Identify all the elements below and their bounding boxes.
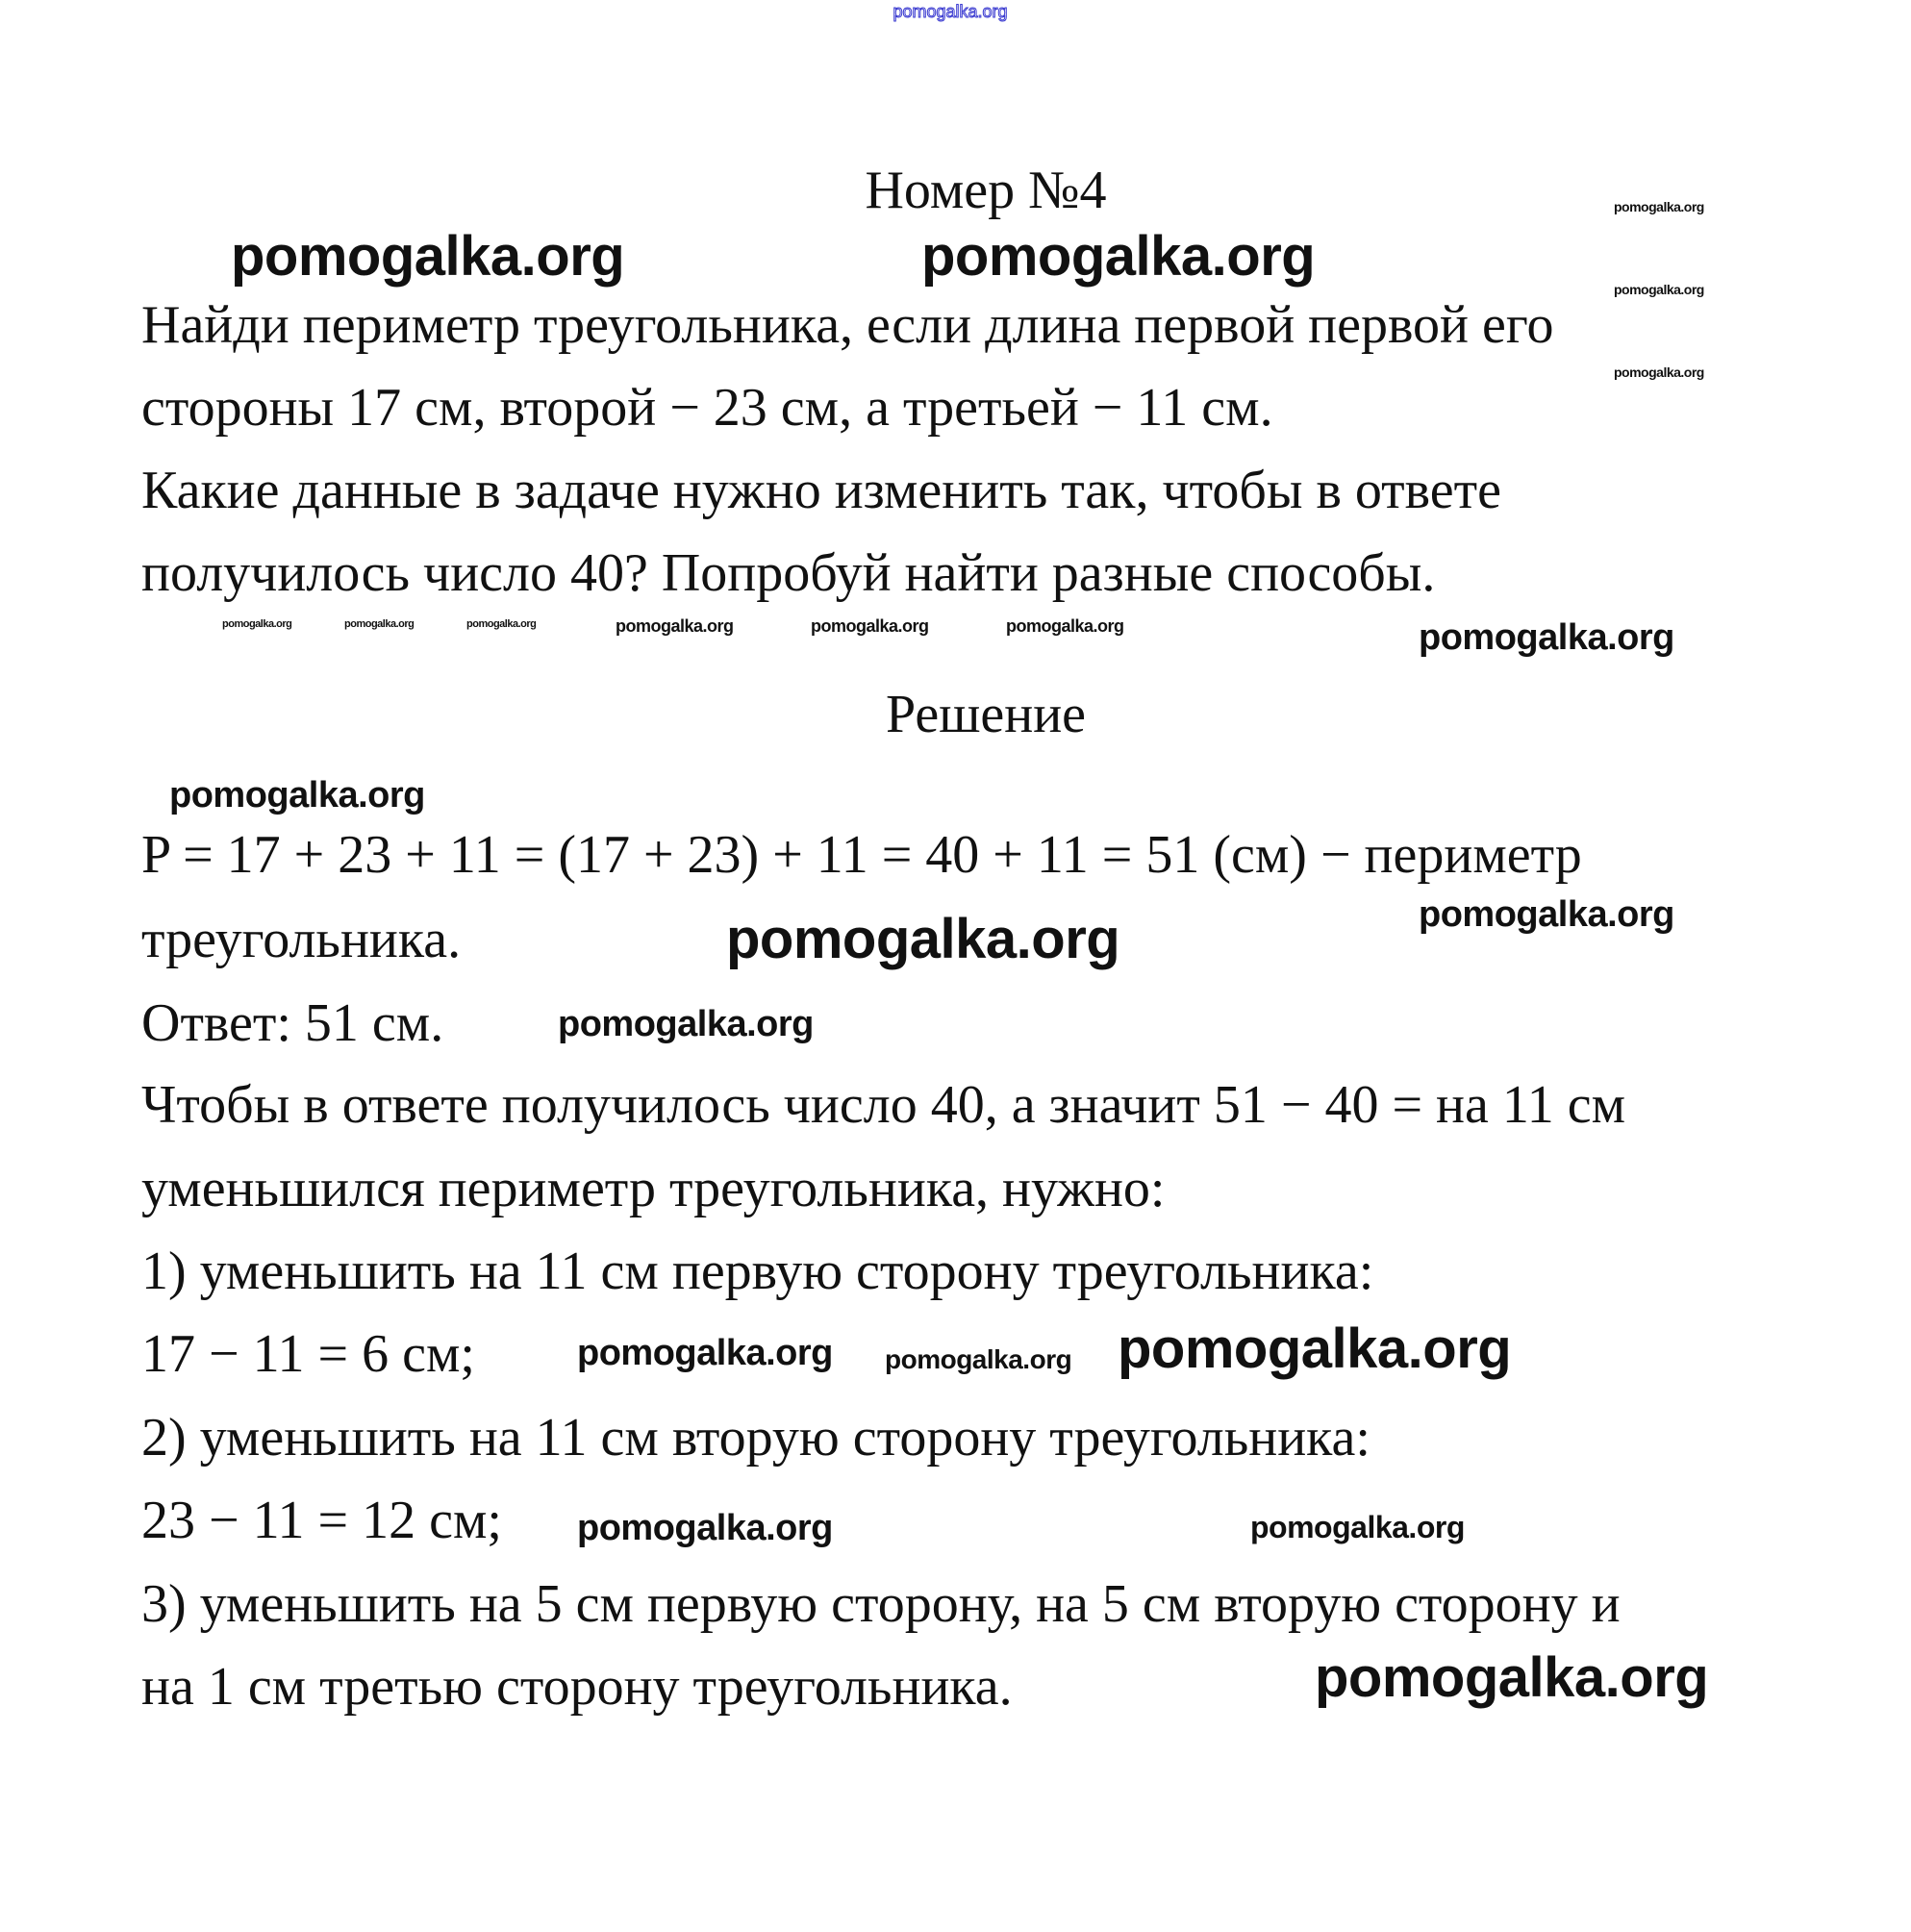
solution-line: 3) уменьшить на 5 см первую сторону, на 5 см вторую сторону и: [141, 1574, 1621, 1634]
watermark: pomogalka.org: [577, 1508, 833, 1548]
watermark: pomogalka.org: [1419, 894, 1674, 935]
watermark: pomogalka.org: [169, 775, 425, 815]
solution-line: 23 − 11 = 12 см;: [141, 1491, 502, 1550]
watermark: pomogalka.org: [466, 618, 537, 630]
solution-heading: Решение: [885, 685, 1087, 744]
solution-line: Чтобы в ответе получилось число 40, а значит 51 − 40 = на 11 см: [141, 1075, 1626, 1135]
solution-line: уменьшился периметр треугольника, нужно:: [141, 1159, 1166, 1218]
solution-line: на 1 см третью сторону треугольника.: [141, 1657, 1013, 1717]
watermark: pomogalka.org: [1614, 282, 1704, 297]
solution-line: P = 17 + 23 + 11 = (17 + 23) + 11 = 40 + 11 = 51 (см) − периметр: [141, 825, 1582, 885]
watermark: pomogalka.org: [811, 616, 929, 636]
solution-line: 1) уменьшить на 11 см первую сторону треугольника:: [141, 1242, 1374, 1301]
watermark: pomogalka.org: [1315, 1646, 1709, 1709]
solution-line: 2) уменьшить на 11 см вторую сторону треугольника:: [141, 1408, 1370, 1468]
problem-line: Найди периметр треугольника, если длина первой первой его: [141, 295, 1554, 355]
site-link[interactable]: pomogalka.org: [893, 2, 1008, 21]
watermark: pomogalka.org: [1006, 616, 1124, 636]
solution-line: треугольника.: [141, 910, 462, 969]
watermark: pomogalka.org: [222, 618, 292, 630]
watermark: pomogalka.org: [1250, 1510, 1465, 1544]
watermark: pomogalka.org: [1419, 617, 1674, 658]
watermark: pomogalka.org: [558, 1004, 814, 1044]
problem-line: Какие данные в задаче нужно изменить так, чтобы в ответе: [141, 461, 1501, 520]
watermark: pomogalka.org: [1118, 1317, 1512, 1380]
watermark: pomogalka.org: [616, 616, 734, 636]
watermark: pomogalka.org: [1614, 199, 1704, 214]
watermark: pomogalka.org: [726, 908, 1120, 970]
watermark: pomogalka.org: [885, 1344, 1072, 1374]
watermark: pomogalka.org: [344, 618, 415, 630]
answer-line: Ответ: 51 см.: [141, 993, 444, 1053]
page-title: Номер №4: [865, 161, 1107, 220]
watermark: pomogalka.org: [231, 225, 625, 288]
problem-line: получилось число 40? Попробуй найти разные способы.: [141, 543, 1436, 603]
watermark: pomogalka.org: [577, 1333, 833, 1373]
watermark: pomogalka.org: [1614, 364, 1704, 380]
watermark: pomogalka.org: [921, 225, 1316, 288]
problem-line: стороны 17 см, второй − 23 см, а третьей − 11 см.: [141, 378, 1273, 438]
solution-line: 17 − 11 = 6 см;: [141, 1324, 475, 1384]
